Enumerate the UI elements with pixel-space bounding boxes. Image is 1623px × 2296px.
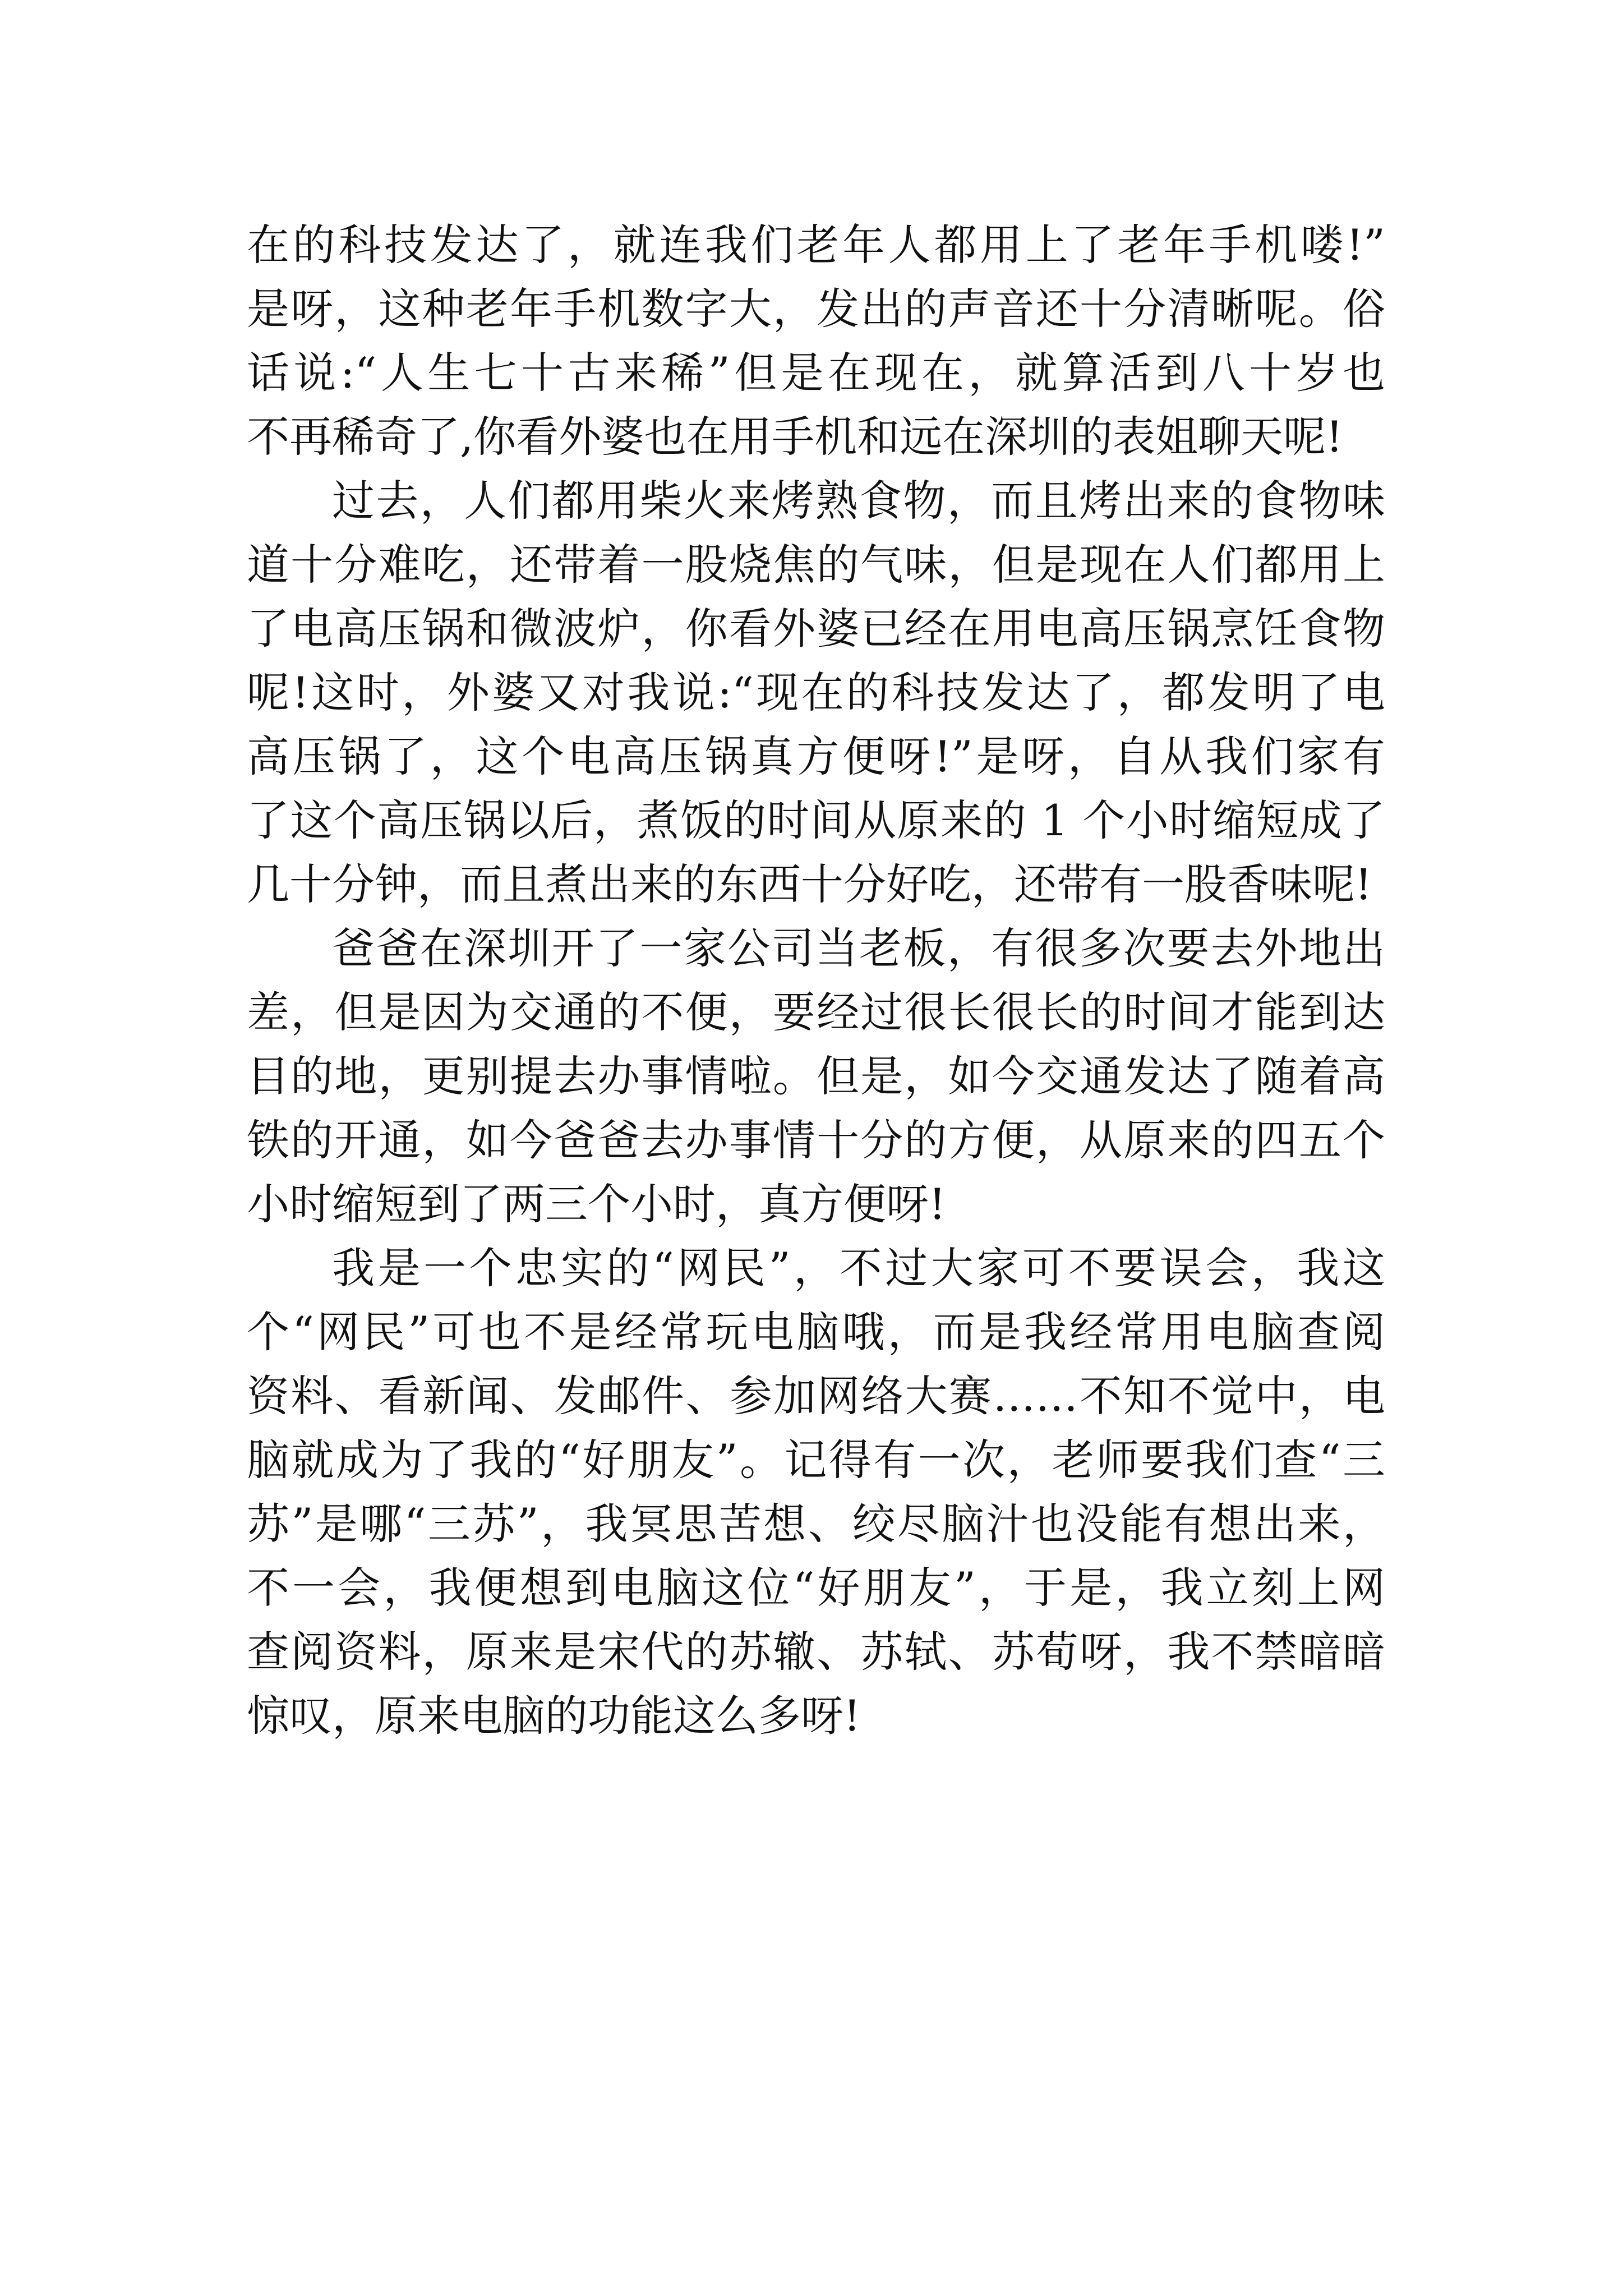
text-line: 惊叹，原来电脑的功能这么多呀!	[247, 1691, 861, 1741]
text-line: 小时缩短到了两三个小时，真方便呀!	[247, 1179, 946, 1229]
text-line: 苏”是哪“三苏”，我冥思苦想、绞尽脑汁也没能有想出来，	[247, 1499, 1385, 1549]
text-line: 我是一个忠实的“网民”，不过大家可不要误会，我这	[332, 1243, 1385, 1293]
paragraph-3	[247, 917, 1385, 1236]
paragraph-1	[247, 213, 1385, 469]
text-line: 道十分难吃，还带着一股烧焦的气味，但是现在人们都用上	[247, 540, 1385, 590]
text-line: 铁的开通，如今爸爸去办事情十分的方便，从原来的四五个	[247, 1115, 1385, 1165]
text-line: 查阅资料，原来是宋代的苏辙、苏轼、苏荀呀，我不禁暗暗	[247, 1627, 1385, 1677]
text-line: 过去，人们都用柴火来烤熟食物，而且烤出来的食物味	[332, 476, 1385, 526]
text-line: 高压锅了，这个电高压锅真方便呀!”是呀，自从我们家有	[247, 731, 1385, 781]
text-line: 不再稀奇了,你看外婆也在用手机和远在深圳的表姐聊天呢!	[247, 412, 1343, 462]
text-line: 爸爸在深圳开了一家公司当老板，有很多次要去外地出	[332, 923, 1385, 973]
text-line: 在的科技发达了，就连我们老年人都用上了老年手机喽!”	[247, 220, 1385, 270]
text-line: 话说:“人生七十古来稀”但是在现在，就算活到八十岁也	[247, 348, 1385, 398]
paragraph-4	[247, 1236, 1385, 1748]
text-line: 不一会，我便想到电脑这位“好朋友”，于是，我立刻上网	[247, 1563, 1385, 1613]
text-line: 目的地，更别提去办事情啦。但是，如今交通发达了随着高	[247, 1051, 1385, 1101]
text-line: 差，但是因为交通的不便，要经过很长很长的时间才能到达	[247, 987, 1385, 1037]
paragraph-2	[247, 469, 1385, 917]
text-line: 是呀，这种老年手机数字大，发出的声音还十分清晰呢。俗	[247, 284, 1385, 334]
text-line: 了这个高压锅以后，煮饭的时间从原来的 1 个小时缩短成了	[247, 795, 1385, 845]
text-line: 资料、看新闻、发邮件、参加网络大赛……不知不觉中，电	[247, 1371, 1385, 1421]
text-line: 脑就成为了我的“好朋友”。记得有一次，老师要我们查“三	[247, 1435, 1385, 1485]
document-body	[247, 213, 1385, 1748]
text-line: 呢!这时，外婆又对我说:“现在的科技发达了，都发明了电	[247, 668, 1385, 717]
text-line: 个“网民”可也不是经常玩电脑哦，而是我经常用电脑查阅	[247, 1307, 1385, 1357]
text-line: 了电高压锅和微波炉，你看外婆已经在用电高压锅烹饪食物	[247, 604, 1385, 654]
text-line: 几十分钟，而且煮出来的东西十分好吃，还带有一股香味呢!	[247, 859, 1372, 909]
